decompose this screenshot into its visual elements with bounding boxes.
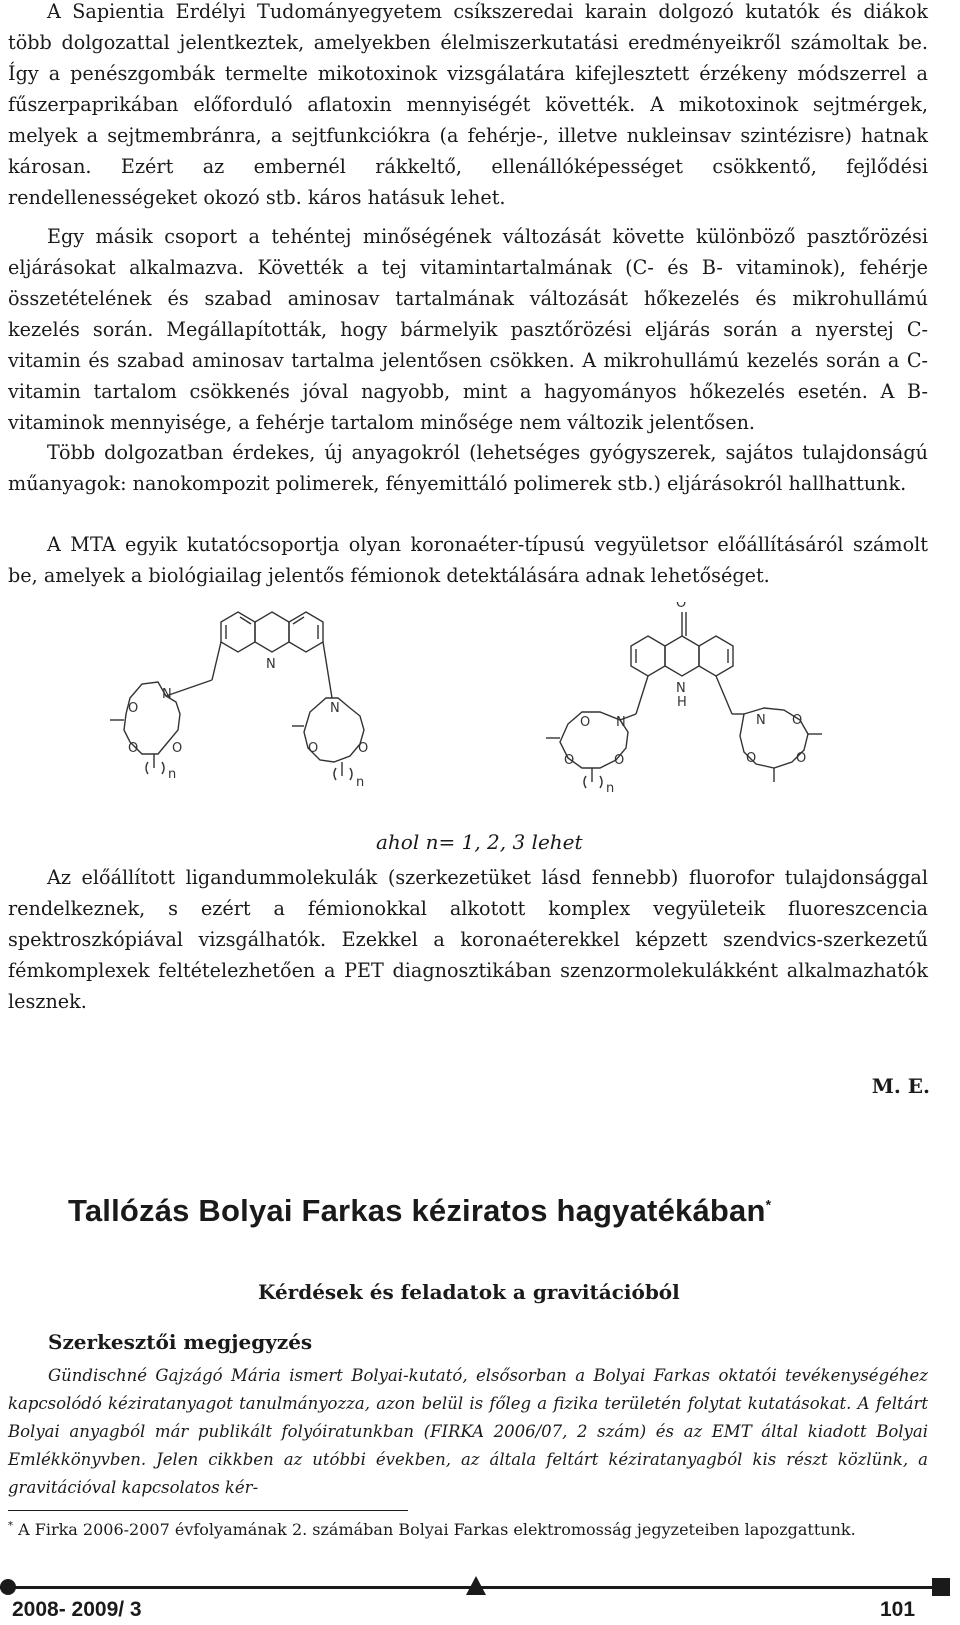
atom-o-crown-4c: O [796, 751, 807, 766]
chemical-structures-figure [80, 602, 880, 802]
footnote-text: A Firka 2006-2007 évfolyamának 2. számában Bolyai Farkas elektromosság jegyzeteiben lapozgattunk. [13, 1520, 856, 1539]
issue-label: 2008- 2009/ 3 [12, 1598, 142, 1621]
atom-o-crown-4a: O [792, 713, 803, 728]
footer-circle-ornament [0, 1579, 16, 1595]
atom-o-crown-3a: O [580, 715, 591, 730]
atom-o-crown-4b: O [746, 751, 757, 766]
atom-n-crown-4: N [756, 713, 766, 728]
atom-o-crown-2b: O [358, 741, 369, 756]
atom-n-acridine: N [266, 657, 276, 672]
author-signature: M. E. [871, 1074, 930, 1098]
atom-o-crown-2a: O [308, 741, 319, 756]
section-subtitle: Kérdések és feladatok a gravitációból [258, 1280, 680, 1304]
section-title [68, 1193, 771, 1229]
paragraph-new-materials: Több dolgozatban érdekes, új anyagokról (lehetséges gyógyszerek, sajátos tulajdonságú műanyagok: nanokompozit polimerek, fényemittáló polimerek stb.) eljárásokról hallhattunk. [8, 441, 928, 495]
subscript-n-2: n [356, 775, 365, 790]
atom-o-crown-3c: O [614, 753, 625, 768]
editor-note-body: Gündischné Gajzágó Mária ismert Bolyai-kutató, elsősorban a Bolyai Farkas oktatói tevékenységéhez kapcsolódó kéziratanyagot tanulmányozza, azon belül is főleg a fizika területén folytat kutatásokat. A feltárt Bolyai anyagból már publikált folyóiratunkban (FIRKA 2006/07, 2 szám) és az EMT által kiadott Bolyai Emlékkönyvben. Jelen cikkben az utóbbi években, az általa feltárt kéziratanyagból kis részt közlünk, a gravitációval kapcsolatos kér- [8, 1366, 928, 1497]
footnote [8, 1520, 856, 1539]
atom-o-crown-1c: O [172, 741, 183, 756]
atom-o-crown-3b: O [564, 753, 575, 768]
atom-n-crown-2: N [330, 701, 340, 716]
paragraph-sapientia-research: A Sapientia Erdélyi Tudományegyetem csíkszeredai karain dolgozó kutatók és diákok több dolgozattal jelentkeztek, amelyekben élelmiszerkutatási eredményeikről számoltak be. Így a penészgombák termelte mikotoxinok vizsgálatára kifejlesztett érzékeny módszerrel a fűszerpaprikában előforduló aflatoxin mennyiségét követték. A mikotoxinok sejtmérgek, melyek a sejtmembránra, a sejtfunkciókra (a fehérje-, illetve nukleinsav szintézisre) hatnak károsan. Ezért az embernél rákkeltő, ellenállóképességet csökkentő, fejlődési rendellenességeket okozó stb. káros hatásuk lehet. [8, 0, 928, 209]
footnote-mark: * [8, 1520, 13, 1532]
footnote-divider [8, 1510, 408, 1511]
footer-triangle-ornament [466, 1576, 486, 1595]
footer-square-ornament [932, 1578, 950, 1596]
subscript-n-3: n [606, 781, 615, 796]
atom-h-acridone: H [677, 695, 687, 710]
subscript-n-1: n [168, 767, 177, 782]
editor-note-heading: Szerkesztői megjegyzés [48, 1330, 313, 1354]
footnote-marker: * [765, 1196, 772, 1213]
figure-caption: ahol n= 1, 2, 3 lehet [376, 830, 583, 854]
paragraph-ligand-molecules: Az előállított ligandummolekulák (szerkezetüket lásd fennebb) fluorofor tulajdonsággal rendelkeznek, s ezért a fémionokkal alkotott komplex vegyületeik fluoreszcencia spektroszkópiával vizsgálhatók. Ezekkel a koronaéterekkel képzett szendvics-szerkezetű fémkomplexek feltételezhetően a PET diagnosztikában szenzormolekulákként alkalmazhatók lesznek. [8, 866, 928, 1013]
atom-o-carbonyl: O [676, 602, 687, 611]
atom-o-crown-1a: O [128, 701, 139, 716]
atom-n-crown-3: N [616, 715, 626, 730]
atom-n-crown-1: N [162, 687, 172, 702]
page-number: 101 [880, 1598, 916, 1621]
atom-n-acridone: N [676, 681, 686, 696]
paragraph-milk-pasteurization: Egy másik csoport a tehéntej minőségének változását követte különböző pasztőrözési eljárásokat alkalmazva. Követték a tej vitamintartalmának (C- és B- vitaminok), fehérje összetételének és szabad aminosav tartalmának változását hőkezelés és mikrohullámú kezelés során. Megállapították, hogy bármelyik pasztőrözési eljárás során a nyerstej C-vitamin és szabad aminosav tartalma jelentősen csökken. A mikrohullámú kezelés során a C-vitamin tartalom csökkenés jóval nagyobb, mint a hagyományos hőkezelés esetén. A B-vitaminok mennyisége, a fehérje tartalom minősége nem változik jelentősen. [8, 225, 928, 434]
acridine-middle-ring [255, 612, 289, 652]
atom-o-crown-1b: O [128, 741, 139, 756]
section-title-text: Tallózás Bolyai Farkas kéziratos hagyatékában [68, 1193, 766, 1228]
paragraph-mta-crown-ether: A MTA egyik kutatócsoportja olyan koronaéter-típusú vegyületsor előállításáról számolt be, amelyek a biológiailag jelentős fémionok detektálására adnak lehetőséget. [8, 533, 928, 587]
acridone-middle-ring [665, 636, 699, 676]
crown-ether-structures-svg [80, 602, 880, 802]
